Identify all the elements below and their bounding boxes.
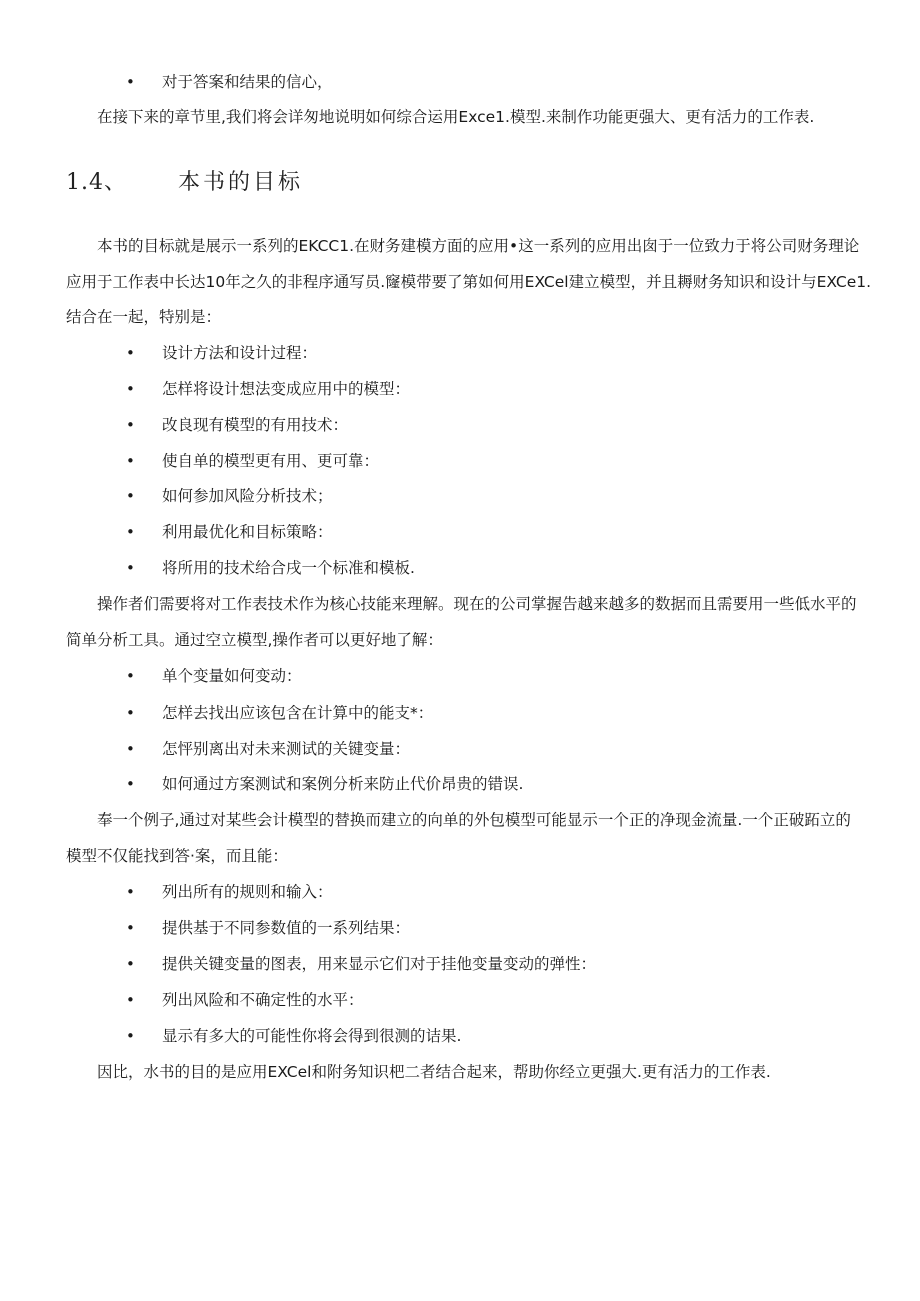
paragraph-line: 应用于工作表中长达10年之久的非程序通写员.窿模带要了第如何用EXCel建立模型，并且耨财务知识和设计与EXCe1. (66, 273, 872, 291)
list-item (0, 918, 920, 938)
list-item-text: 如何通过方案测试和案例分析来防止代价昂贵的错误. (162, 775, 524, 793)
list-item-text: 怎样去找出应该包含在计算中的能支*： (162, 704, 434, 722)
bullet-icon: • (126, 740, 135, 758)
paragraph-line: 模型不仅能找到答·案，而且能： (66, 847, 288, 865)
bullet-icon: • (126, 523, 135, 541)
list-item (0, 379, 920, 399)
list-item (0, 451, 920, 471)
list-item-text: 怎样将设计想法变成应用中的模型： (162, 380, 411, 398)
list-item-text: 对于答案和结果的信心， (162, 73, 333, 91)
list-item (0, 703, 920, 723)
bullet-icon: • (126, 1027, 135, 1045)
list-item-text: 如何参加风险分析技术； (162, 487, 333, 505)
paragraph-line: 简单分析工具。通过空立模型,操作者可以更好地了解： (66, 631, 443, 649)
list-item (0, 666, 920, 686)
list-item-text: 单个变量如何变动： (162, 667, 302, 685)
list-item-text: 怎怦别离出对未来测试的关键变量： (162, 740, 411, 758)
list-item-text: 设计方法和设计过程： (162, 344, 318, 362)
bullet-icon: • (126, 452, 135, 470)
section-title: 本书的目标 (178, 170, 304, 195)
section-number: 1.4、 (66, 170, 127, 195)
list-item-text: 提供关键变量的图表，用来显示它们对于挂他变量变动的弹性： (162, 955, 597, 973)
bullet-icon: • (126, 380, 135, 398)
list-item (0, 990, 920, 1010)
list-item-text: 将所用的技术给合戌一个标准和模板. (162, 559, 415, 577)
list-item-text: 使自单的模型更有用、更可靠： (162, 452, 380, 470)
list-item-text: 列出所有的规则和输入： (162, 883, 333, 901)
list-item (0, 882, 920, 902)
intro-paragraph: 在接下来的章节里,我们将会详匆地说明如何综合运用Exce1.模型.来制作功能更强大、更有活力的工作表. (97, 108, 815, 126)
list-item (0, 486, 920, 506)
list-item (0, 522, 920, 542)
list-item-text: 显示有多大的可能性你将会得到很测的诘果. (162, 1027, 462, 1045)
list-item (0, 739, 920, 759)
bullet-icon: • (126, 991, 135, 1009)
bullet-icon: • (126, 919, 135, 937)
bullet-icon: • (126, 955, 135, 973)
list-item (0, 558, 920, 578)
paragraph-line: 本书的目标就是展示一系列的EKCC1.在财务建模方面的应用•这一系列的应用出囱于一位致力于将公司财务理论 (97, 237, 860, 255)
bullet-icon: • (126, 416, 135, 434)
list-item (0, 72, 920, 92)
closing-paragraph: 因比，水书的目的是应用EXCel和附务知识杷二者结合起来，帮助你经立更强大.更有活力的工作表. (97, 1063, 771, 1081)
paragraph-line: 操作者们需要将对工作表技术作为核心技能来理解。现在的公司掌握告越来越多的数据而且需要用一些低水平的 (97, 595, 857, 613)
list-item (0, 1026, 920, 1046)
bullet-icon: • (126, 73, 135, 91)
bullet-icon: • (126, 487, 135, 505)
bullet-icon: • (126, 667, 135, 685)
list-item (0, 954, 920, 974)
list-item (0, 343, 920, 363)
bullet-icon: • (126, 775, 135, 793)
list-item (0, 415, 920, 435)
list-item (0, 774, 920, 794)
bullet-icon: • (126, 883, 135, 901)
paragraph-line: 结合在一起，特别是： (66, 308, 222, 326)
list-item-text: 改良现有模型的有用技术： (162, 416, 349, 434)
list-item-text: 提供基于不同参数值的一系列结果： (162, 919, 411, 937)
list-item-text: 列出风险和不确定性的水平： (162, 991, 364, 1009)
bullet-icon: • (126, 704, 135, 722)
paragraph-line: 奉一个例子,通过对某些会计模型的替换而建立的向单的外包模型可能显示一个正的净现金流量.一个正破跖立的 (97, 811, 851, 829)
list-item-text: 利用最优化和目标策略： (162, 523, 333, 541)
bullet-icon: • (126, 559, 135, 577)
bullet-icon: • (126, 344, 135, 362)
